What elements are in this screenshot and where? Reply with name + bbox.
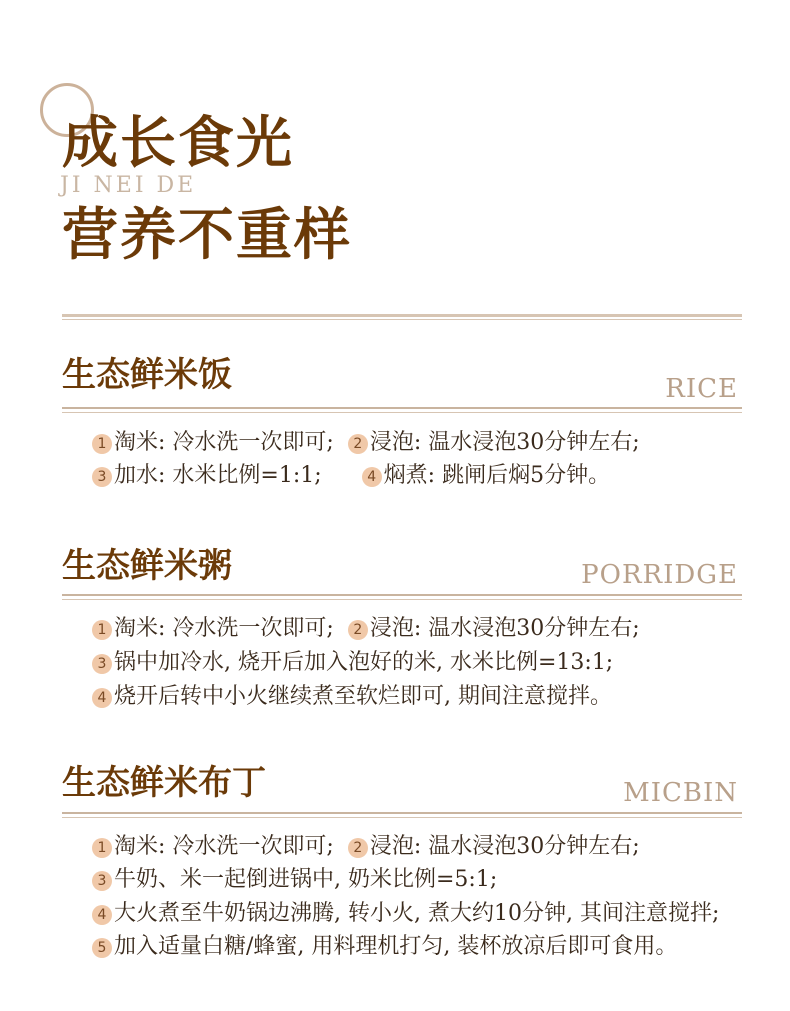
section-title-pudding: 生态鲜米布丁 [62,763,266,803]
porridge-steps-row1 [92,618,640,640]
page-title-line1: 成长食光 [62,111,294,176]
header-divider [62,314,742,317]
section-title-porridge: 生态鲜米粥 [62,546,232,586]
step-number-badge: 4 [362,467,382,487]
step-number-badge: 5 [92,938,112,958]
step-number-badge: 3 [92,467,112,487]
step-number-badge: 3 [92,871,112,891]
porridge-steps-row3 [92,686,612,708]
step-number-badge: 4 [92,688,112,708]
pudding-steps-row3 [92,903,719,925]
rice-steps-row1 [92,432,640,454]
rice-steps-row2 [92,465,610,487]
step-number-badge: 1 [92,838,112,858]
porridge-steps-row2 [92,652,613,674]
step-text: 烧开后转中小火继续煮至软烂即可, 期间注意搅拌。 [114,684,612,709]
section-en-pudding: MICBIN [623,778,738,808]
section-title-rice: 生态鲜米饭 [62,355,232,395]
step-text: 大火煮至牛奶锅边沸腾, 转小火, 煮大约10分钟, 其间注意搅拌; [114,901,720,926]
step-text: 浸泡: 温水浸泡30分钟左右; [369,616,640,641]
step-number-badge: 2 [348,838,368,858]
step-number-badge: 3 [92,654,112,674]
step-number-badge: 1 [92,620,112,640]
step-text: 加入适量白糖/蜂蜜, 用料理机打匀, 装杯放凉后即可食用。 [114,934,678,959]
step-text: 焖煮: 跳闸后焖5分钟。 [383,463,611,488]
pudding-steps-row2 [92,869,497,891]
step-number-badge: 1 [92,434,112,454]
pinyin-subtitle: JI NEI DE [60,173,197,198]
step-number-badge: 2 [348,434,368,454]
step-text: 淘米: 冷水洗一次即可; [114,616,334,641]
pudding-steps-row4 [92,936,677,958]
step-text: 淘米: 冷水洗一次即可; [114,834,334,859]
step-text: 牛奶、米一起倒进锅中, 奶米比例=5:1; [114,867,498,892]
section-en-rice: RICE [665,374,738,404]
section-divider-porridge [62,594,742,596]
section-divider-pudding [62,812,742,814]
step-number-badge: 4 [92,905,112,925]
page-title-line2: 营养不重样 [62,203,352,268]
step-number-badge: 2 [348,620,368,640]
step-text: 浸泡: 温水浸泡30分钟左右; [369,430,640,455]
pudding-steps-row1 [92,836,640,858]
step-text: 加水: 水米比例=1:1; [114,463,322,488]
section-divider-rice [62,407,742,409]
section-en-porridge: PORRIDGE [581,560,738,590]
step-text: 锅中加冷水, 烧开后加入泡好的米, 水米比例=13:1; [114,650,614,675]
step-text: 淘米: 冷水洗一次即可; [114,430,334,455]
step-text: 浸泡: 温水浸泡30分钟左右; [369,834,640,859]
